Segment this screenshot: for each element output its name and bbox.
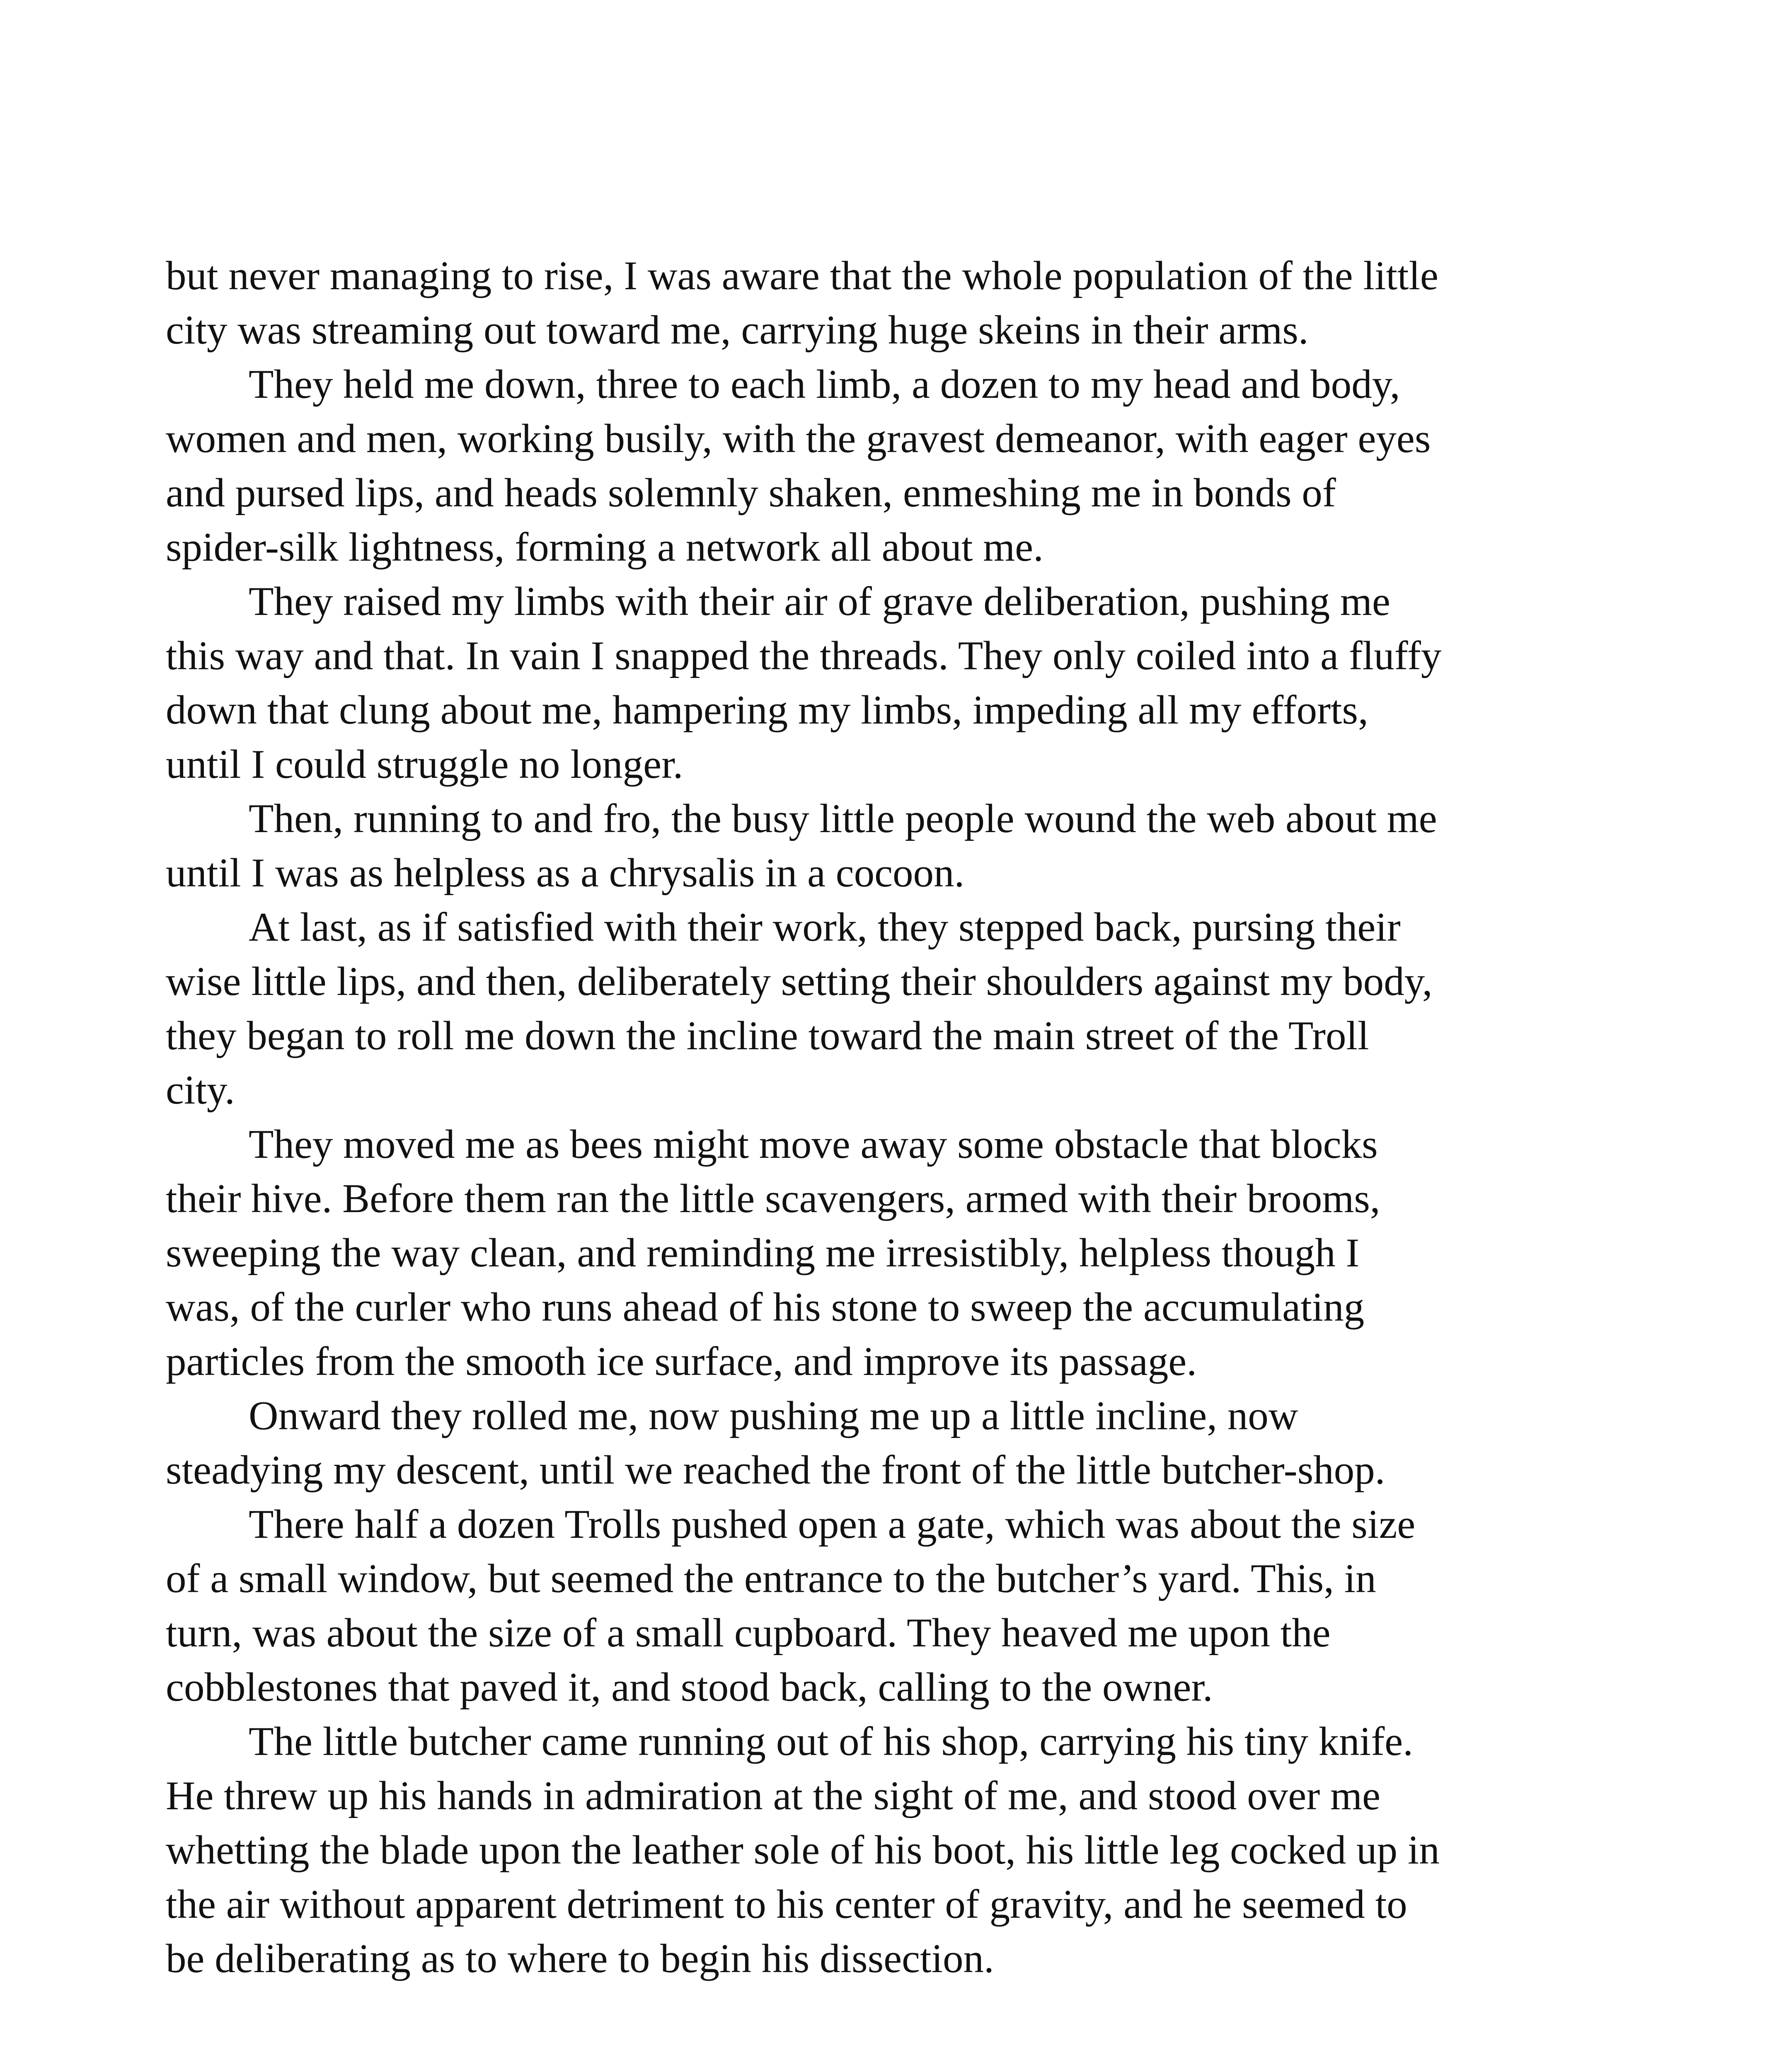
text-line: turn, was about the size of a small cupboard. They heaved me upon the (166, 1610, 1331, 1656)
paragraph (166, 792, 1641, 900)
text-line: their hive. Before them ran the little scavengers, armed with their brooms, (166, 1176, 1380, 1221)
paragraph (166, 900, 1641, 1117)
text-line: until I could struggle no longer. (166, 742, 683, 787)
text-line: until I was as helpless as a chrysalis in a cocoon. (166, 850, 965, 896)
text-line: steadying my descent, until we reached the front of the little butcher-shop. (166, 1447, 1385, 1493)
text-line: but never managing to rise, I was aware that the whole population of the little (166, 253, 1438, 298)
text-line: They moved me as bees might move away some obstacle that blocks (249, 1122, 1378, 1167)
text-line: women and men, working busily, with the gravest demeanor, with eager eyes (166, 416, 1431, 461)
paragraph (166, 1389, 1641, 1497)
paragraph (166, 357, 1641, 574)
text-line: city was streaming out toward me, carrying huge skeins in their arms. (166, 307, 1309, 353)
text-line: they began to roll me down the incline toward the main street of the Troll (166, 1013, 1369, 1058)
text-line: sweeping the way clean, and reminding me irresistibly, helpless though I (166, 1230, 1360, 1276)
text-line: They raised my limbs with their air of grave deliberation, pushing me (249, 579, 1390, 624)
text-line: the air without apparent detriment to his center of gravity, and he seemed to (166, 1882, 1407, 1927)
paragraph (166, 574, 1641, 792)
text-line: city. (166, 1067, 235, 1113)
page-body-text (166, 249, 1641, 1986)
text-line: this way and that. In vain I snapped the threads. They only coiled into a fluffy (166, 633, 1442, 678)
text-line: He threw up his hands in admiration at the sight of me, and stood over me (166, 1773, 1380, 1818)
text-line: down that clung about me, hampering my limbs, impeding all my efforts, (166, 687, 1368, 733)
text-line: be deliberating as to where to begin his dissection. (166, 1936, 994, 1981)
text-line: of a small window, but seemed the entrance to the butcher’s yard. This, in (166, 1556, 1376, 1601)
text-line: cobblestones that paved it, and stood back, calling to the owner. (166, 1665, 1213, 1710)
text-line: and pursed lips, and heads solemnly shaken, enmeshing me in bonds of (166, 470, 1336, 516)
text-line: The little butcher came running out of his shop, carrying his tiny knife. (249, 1719, 1413, 1764)
text-line: Then, running to and fro, the busy little people wound the web about me (249, 796, 1437, 841)
text-line: Onward they rolled me, now pushing me up a little incline, now (249, 1393, 1298, 1438)
text-line: was, of the curler who runs ahead of his stone to sweep the accumulating (166, 1285, 1365, 1330)
paragraph (166, 1497, 1641, 1714)
text-line: whetting the blade upon the leather sole of his boot, his little leg cocked up in (166, 1828, 1440, 1873)
text-line: spider-silk lightness, forming a network all about me. (166, 525, 1044, 570)
text-line: They held me down, three to each limb, a dozen to my head and body, (249, 362, 1400, 407)
text-line: There half a dozen Trolls pushed open a gate, which was about the size (249, 1502, 1416, 1547)
text-line: particles from the smooth ice surface, and improve its passage. (166, 1339, 1197, 1384)
paragraph (166, 1117, 1641, 1389)
paragraph (166, 249, 1641, 357)
text-line: wise little lips, and then, deliberately setting their shoulders against my body, (166, 959, 1433, 1004)
text-line: At last, as if satisfied with their work, they stepped back, pursing their (249, 905, 1401, 950)
paragraph (166, 1714, 1641, 1986)
